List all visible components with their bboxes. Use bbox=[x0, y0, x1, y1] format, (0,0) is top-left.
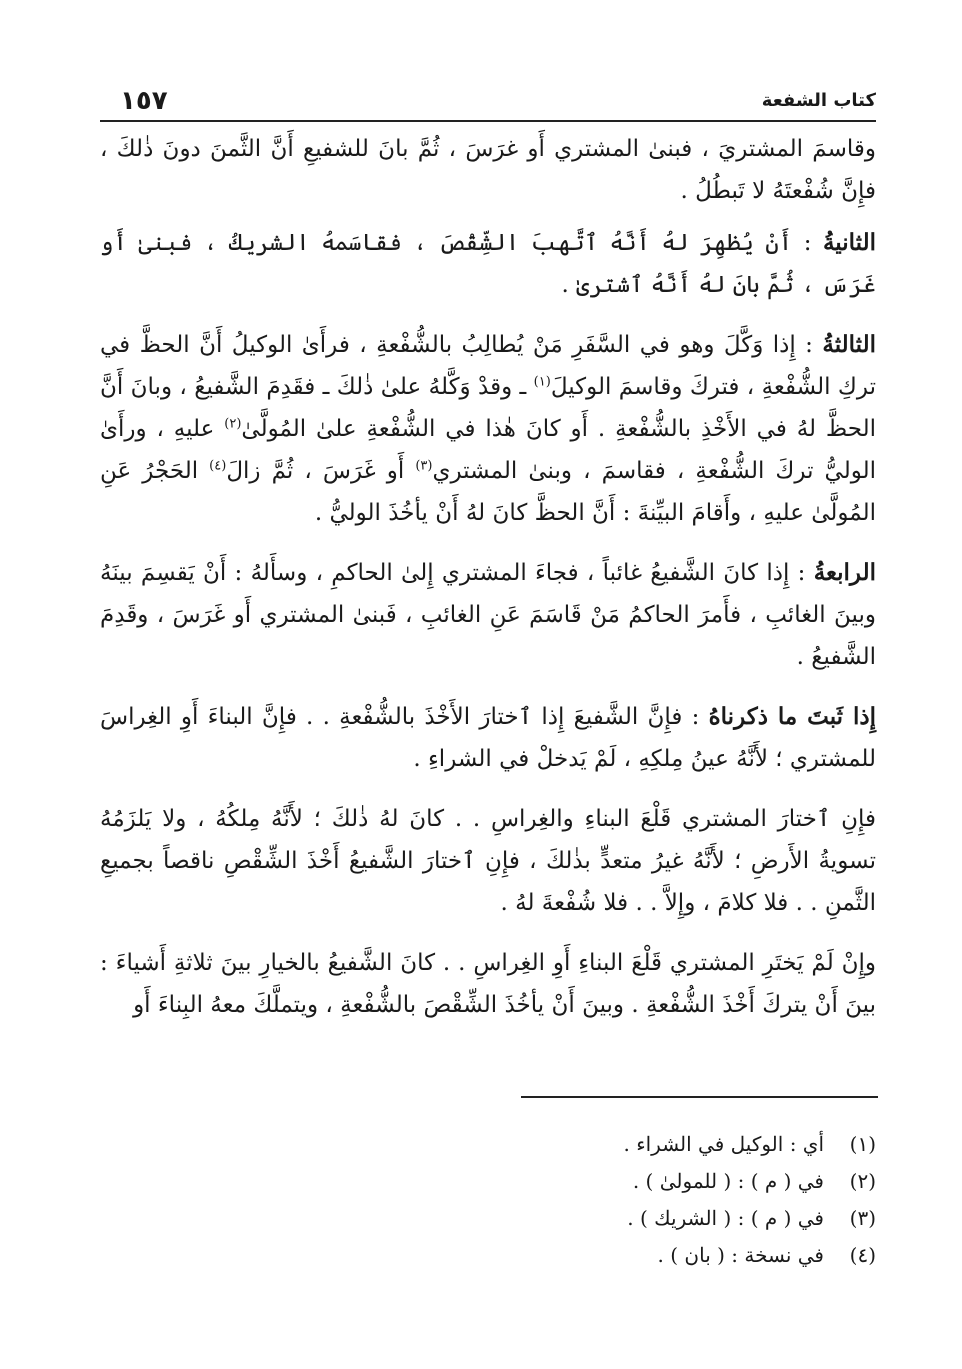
paragraph-3-lead: الثالثةُ bbox=[822, 331, 876, 358]
paragraph-1 bbox=[100, 128, 876, 212]
footnote-3 bbox=[300, 1200, 876, 1237]
paragraph-2 bbox=[100, 222, 876, 306]
footnote-number: (٢) bbox=[849, 1169, 876, 1193]
footnote-ref-4: (٤) bbox=[209, 458, 227, 474]
paragraph-4-text: : إِذا كانَ الشَّفيعُ غائباً ، فجاءَ المشتري إِلىٰ الحاكمِ ، وسأَلهُ : أَنْ يَقسِمَ بينَهُ وبينَ الغائبِ ، فأَمرَ الحاكمُ مَنْ قَاسَمَ عَنِ الغائبِ ، فَبنىٰ المشتري أَو غَرَسَ ، وقَدِمَ الشَّفيعُ . bbox=[100, 560, 876, 670]
paragraph-3 bbox=[100, 324, 876, 534]
footnote-separator bbox=[521, 1096, 878, 1098]
page-header bbox=[100, 86, 876, 118]
paragraph-4-lead: الرابعةُ bbox=[813, 559, 876, 586]
footnote-ref-1: (١) bbox=[533, 374, 551, 390]
footnote-text: أي : الوكيل في الشراء . bbox=[623, 1132, 824, 1156]
footnote-number: (١) bbox=[849, 1132, 876, 1156]
footnote-1 bbox=[300, 1126, 876, 1163]
paragraph-6 bbox=[100, 798, 876, 924]
footnote-ref-2: (٢) bbox=[224, 416, 242, 432]
footnote-ref-3: (٣) bbox=[415, 458, 433, 474]
paragraph-5 bbox=[100, 696, 876, 780]
footnotes bbox=[300, 1126, 876, 1274]
paragraph-4 bbox=[100, 552, 876, 678]
paragraph-2-lead: الثانيةُ bbox=[822, 229, 876, 256]
paragraph-6-text: فإِنِ ٱختارَ المشتري قَلْعَ البناءِ والغِراسِ . . كانَ لهُ ذٰلكَ ؛ لأَنَّهُ مِلكُهُ ، ولا يَلزَمُهُ تسويةُ الأَرضِ ؛ لأَنَّهُ غيرُ متعدٍّ بذٰلكَ ، فإِنِ ٱختارَ الشَّفيعُ أَخْذَ الشِّقْصِ ناقصاً بجميعِ الثَّمنِ . . فلا كلامَ ، وإِلاَّ . . فلا شُفْعةَ لهُ . bbox=[100, 806, 876, 916]
paragraph-3-text-a: : إِذا وَكَّلَ وهو في السَّفَرِ مَنْ يُطالِبُ بالشُّفْعةِ ، فرأَىٰ الوكيلُ أَنَّ الحظَّ في تركِ الشُّفْعةِ ، فتركَ وقاسمَ الوكيلَ bbox=[100, 332, 876, 400]
footnote-text: في نسخة : ( بان ) . bbox=[657, 1243, 824, 1267]
paragraph-3-text-e: الحَجْرُ عَنِ المُولَّىٰ عليهِ ، وأَقامَ البيِّنةَ : أَنَّ الحظَّ كانَ لهُ أَنْ يأخُذَ الوليُّ . bbox=[100, 458, 876, 526]
paragraph-3-text-c: عليهِ ، ورأَىٰ الوليُّ تركَ الشُّفْعةِ ، فقاسمَ ، وبنىٰ المشتري bbox=[100, 416, 877, 484]
footnote-4 bbox=[300, 1237, 876, 1274]
paragraph-7-text: وإِنْ لَمْ يَختَرِ المشتري قَلْعَ البناءِ أَوِ الغِراسِ . . كانَ الشَّفيعُ بالخيارِ بينَ ثلاثةِ أَشياءَ : بينَ أَنْ يتركَ أَخْذَ الشُّفْعةِ . وبينَ أَنْ يأخُذَ الشِّقْصَ بالشُّفْعةِ ، ويتملَّكَ معهُ البِناءَ أَو bbox=[100, 950, 876, 1018]
paragraph-5-lead: إِذا ثَبتَ ما ذكرناهُ bbox=[708, 703, 877, 730]
footnote-2 bbox=[300, 1163, 876, 1200]
footnote-text: في ( م ) : ( للمولىٰ ) . bbox=[632, 1169, 824, 1193]
paragraph-7 bbox=[100, 942, 876, 1026]
running-title: كتاب الشفعة bbox=[761, 90, 876, 111]
page-number: ١٥٧ bbox=[120, 86, 168, 116]
paragraph-3-text-b: ـ وقدْ وَكَّلهُ علىٰ ذٰلكَ ـ فقَدِمَ الشَّفيعُ ، وبانَ أَنَّ الحظَّ لهُ في الأَخْذِ بالشُّفْعةِ . أَو كانَ هٰذا في الشُّفْعةِ علىٰ المُولَّىٰ bbox=[100, 374, 876, 442]
paragraph-3-text-d: أَو غَرَسَ ، ثُمَّ زالَ bbox=[226, 458, 416, 484]
paragraph-1-text: وقاسمَ المشتريَ ، فبنىٰ المشتري أَو غرَسَ ، ثُمَّ بانَ للشفيعِ أَنَّ الثَّمنَ دونَ ذٰلكَ ، فإِنَّ شُفْعتَهُ لا تَبطُلُ . bbox=[100, 136, 876, 204]
paragraph-5-text: : فإِنَّ الشَّفيعَ إِذا ٱختارَ الأَخْذَ بالشُّفْعةِ . . فإِنَّ البناءَ أَوِ الغِراسَ للمشتري ؛ لأَنَّهُ عينُ مِلكِهِ ، لَمْ يَدخلْ في الشراءِ . bbox=[100, 704, 876, 772]
main-text bbox=[100, 128, 876, 1044]
footnote-text: في ( م ) : ( الشريك ) . bbox=[627, 1206, 824, 1230]
header-rule bbox=[100, 120, 876, 122]
footnote-number: (٤) bbox=[849, 1243, 876, 1267]
paragraph-2-text: : أَنْ يُظهِرَ لهُ أَنَّهُ ٱتَّهبَ الشِّقْصَ ، فقاسَمهُ الشريكُ ، فبنىٰ أَو غَرَسَ ، ثُمَّ بانَ لهُ أَنَّهُ ٱشترىٰ . bbox=[100, 230, 876, 298]
footnote-number: (٣) bbox=[849, 1206, 876, 1230]
